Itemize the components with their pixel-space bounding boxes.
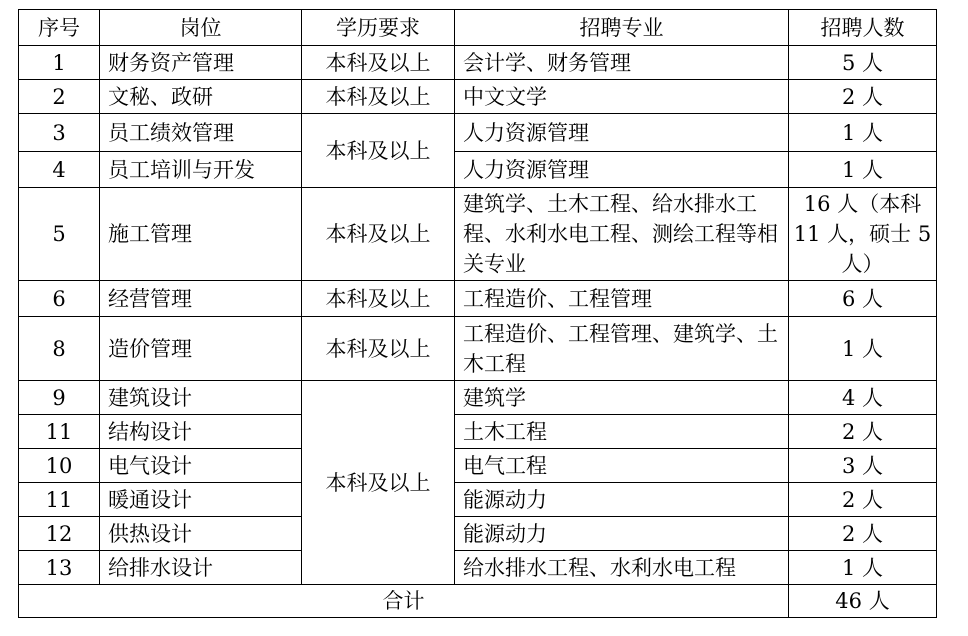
cell-index: 12 — [19, 517, 100, 551]
cell-major: 建筑学、土木工程、给水排水工程、水利水电工程、测绘工程等相关专业 — [455, 188, 789, 281]
cell-education: 本科及以上 — [302, 46, 455, 80]
cell-count: 1 人 — [789, 317, 937, 381]
cell-index: 5 — [19, 188, 100, 281]
cell-education: 本科及以上 — [302, 317, 455, 381]
cell-major: 建筑学 — [455, 381, 789, 415]
cell-major: 给水排水工程、水利水电工程 — [455, 551, 789, 585]
table-row — [19, 152, 937, 188]
cell-index: 2 — [19, 80, 100, 114]
cell-index: 6 — [19, 281, 100, 317]
cell-major: 土木工程 — [455, 415, 789, 449]
header-count: 招聘人数 — [789, 10, 937, 46]
cell-education: 本科及以上 — [302, 80, 455, 114]
cell-education: 本科及以上 — [302, 281, 455, 317]
cell-major: 能源动力 — [455, 483, 789, 517]
table-row — [19, 188, 937, 281]
cell-count: 3 人 — [789, 449, 937, 483]
cell-count: 1 人 — [789, 114, 937, 152]
cell-position: 造价管理 — [100, 317, 302, 381]
recruitment-table — [18, 9, 937, 618]
cell-index: 10 — [19, 449, 100, 483]
header-row — [19, 10, 937, 46]
cell-position: 供热设计 — [100, 517, 302, 551]
table-row — [19, 415, 937, 449]
cell-count: 6 人 — [789, 281, 937, 317]
cell-count: 2 人 — [789, 483, 937, 517]
cell-education: 本科及以上 — [302, 381, 455, 585]
cell-major: 能源动力 — [455, 517, 789, 551]
total-row — [19, 585, 937, 618]
table-row — [19, 114, 937, 152]
cell-major: 会计学、财务管理 — [455, 46, 789, 80]
table-row — [19, 46, 937, 80]
cell-position: 给排水设计 — [100, 551, 302, 585]
header-major: 招聘专业 — [455, 10, 789, 46]
header-education: 学历要求 — [302, 10, 455, 46]
cell-index: 11 — [19, 415, 100, 449]
cell-major: 工程造价、工程管理、建筑学、土木工程 — [455, 317, 789, 381]
cell-position: 员工培训与开发 — [100, 152, 302, 188]
cell-index: 9 — [19, 381, 100, 415]
cell-position: 财务资产管理 — [100, 46, 302, 80]
cell-index: 1 — [19, 46, 100, 80]
cell-education: 本科及以上 — [302, 114, 455, 188]
cell-count: 2 人 — [789, 80, 937, 114]
header-index: 序号 — [19, 10, 100, 46]
cell-count: 2 人 — [789, 517, 937, 551]
cell-education: 本科及以上 — [302, 188, 455, 281]
cell-major: 工程造价、工程管理 — [455, 281, 789, 317]
cell-index: 8 — [19, 317, 100, 381]
cell-count: 4 人 — [789, 381, 937, 415]
cell-position: 暖通设计 — [100, 483, 302, 517]
cell-index: 3 — [19, 114, 100, 152]
cell-major: 电气工程 — [455, 449, 789, 483]
total-label: 合计 — [19, 585, 789, 618]
cell-count: 1 人 — [789, 152, 937, 188]
cell-position: 文秘、政研 — [100, 80, 302, 114]
cell-count: 5 人 — [789, 46, 937, 80]
table-row — [19, 281, 937, 317]
cell-position: 结构设计 — [100, 415, 302, 449]
cell-count: 1 人 — [789, 551, 937, 585]
total-count: 46 人 — [789, 585, 937, 618]
cell-position: 经营管理 — [100, 281, 302, 317]
cell-position: 员工绩效管理 — [100, 114, 302, 152]
header-position: 岗位 — [100, 10, 302, 46]
cell-count: 16 人（本科 11 人，硕士 5 人） — [789, 188, 937, 281]
cell-position: 建筑设计 — [100, 381, 302, 415]
cell-position: 施工管理 — [100, 188, 302, 281]
table-row — [19, 449, 937, 483]
cell-major: 中文文学 — [455, 80, 789, 114]
table-row — [19, 381, 937, 415]
table-row — [19, 317, 937, 381]
table-row — [19, 551, 937, 585]
cell-count: 2 人 — [789, 415, 937, 449]
cell-major: 人力资源管理 — [455, 152, 789, 188]
cell-index: 11 — [19, 483, 100, 517]
table-row — [19, 80, 937, 114]
table-row — [19, 483, 937, 517]
table-row — [19, 517, 937, 551]
cell-index: 4 — [19, 152, 100, 188]
cell-index: 13 — [19, 551, 100, 585]
cell-position: 电气设计 — [100, 449, 302, 483]
cell-major: 人力资源管理 — [455, 114, 789, 152]
